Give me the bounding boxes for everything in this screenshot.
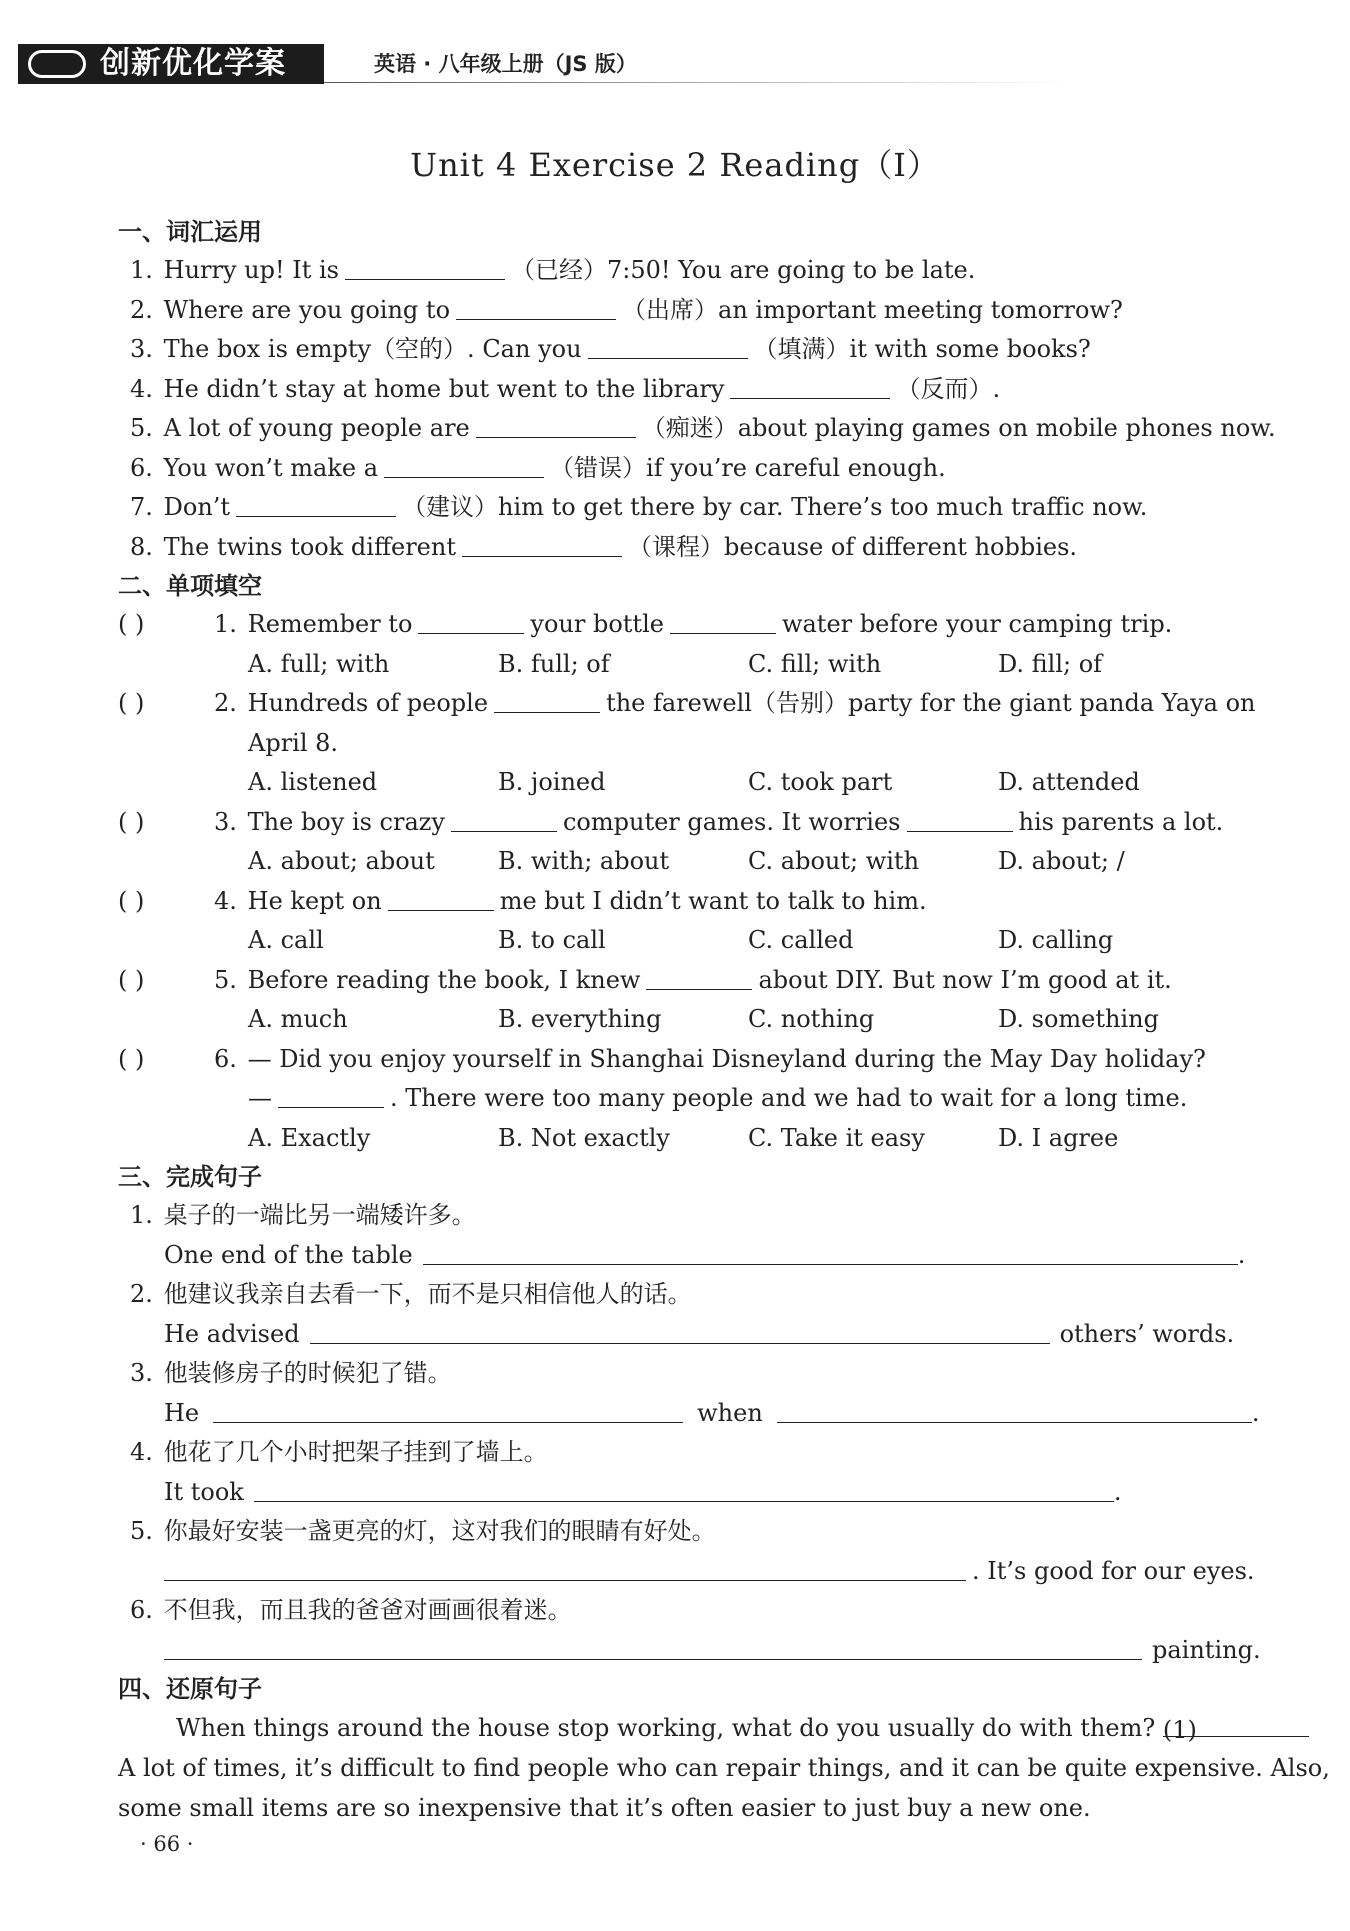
vocab-item: 8. The twins took different （课程）because of different hobbies. (118, 528, 1258, 568)
answer-blank[interactable] (494, 686, 600, 713)
answer-blank[interactable] (476, 411, 636, 438)
option-b[interactable]: B. full; of (498, 649, 610, 678)
mc-options (118, 763, 1258, 803)
answer-parentheses[interactable]: ( ) (118, 807, 145, 836)
option-b[interactable]: B. joined (498, 768, 606, 796)
mc-question: ( ) 4. He kept on me but I didn’t want to talk to him. (118, 882, 1258, 922)
sentence-prompt: 1. 桌子的一端比另一端矮许多。 (130, 1201, 476, 1229)
answer-blank[interactable] (236, 490, 396, 517)
section-heading: 一、词汇运用 (118, 218, 262, 246)
answer-parentheses[interactable]: ( ) (118, 689, 145, 717)
vocab-item: 3. The box is empty（空的）. Can you （填满）it with some books? (118, 330, 1258, 370)
vocab-item: 1. Hurry up! It is （已经）7:50! You are going to be late. (118, 251, 1258, 291)
option-d[interactable]: D. about; / (998, 847, 1125, 875)
page-title: Unit 4 Exercise 2 Reading（Ⅰ） (410, 146, 940, 184)
sentence-answer: It took . (118, 1473, 1258, 1513)
mc-question: ( ) 2. Hundreds of people the farewell（告别）party for the giant panda Yaya on (118, 684, 1258, 724)
answer-blank[interactable] (418, 607, 524, 634)
option-c[interactable]: C. Take it easy (748, 1123, 925, 1152)
answer-parentheses[interactable]: ( ) (118, 886, 145, 915)
sentence-prompt: 5. 你最好安装一盏更亮的灯，这对我们的眼睛有好处。 (130, 1517, 716, 1545)
option-c[interactable]: C. fill; with (748, 649, 882, 678)
vocab-item: 5. A lot of young people are （痴迷）about playing games on mobile phones now. (118, 409, 1258, 449)
option-a[interactable]: A. Exactly (248, 1123, 371, 1152)
brand-text: 创新优化学案 (100, 46, 286, 81)
option-c[interactable]: C. about; with (748, 847, 920, 875)
mc-question: ( ) 6. — Did you enjoy yourself in Shanghai Disneyland during the May Day holiday? (118, 1040, 1258, 1080)
answer-parentheses[interactable]: ( ) (118, 1044, 145, 1073)
section-heading: 三、完成句子 (118, 1163, 262, 1191)
option-a[interactable]: A. much (248, 1005, 348, 1033)
mc-options (118, 645, 1258, 685)
option-d[interactable]: D. calling (998, 926, 1114, 954)
option-a[interactable]: A. call (248, 926, 324, 954)
answer-blank[interactable] (907, 805, 1013, 832)
answer-line[interactable] (213, 1396, 683, 1423)
sentence-prompt: 4. 他花了几个小时把架子挂到了墙上。 (130, 1438, 548, 1466)
sentence-answer: painting. (118, 1631, 1258, 1671)
sentence-prompt: 6. 不但我，而且我的爸爸对画画很着迷。 (130, 1596, 572, 1624)
sentence-answer: . It’s good for our eyes. (118, 1552, 1258, 1592)
option-d[interactable]: D. fill; of (998, 649, 1103, 678)
option-c[interactable]: C. took part (748, 768, 893, 796)
answer-parentheses[interactable]: ( ) (118, 965, 145, 994)
option-b[interactable]: B. to call (498, 926, 606, 954)
passage-line: A lot of times, it’s difficult to find people who can repair things, and it can be quite expensive. Also, (118, 1754, 1330, 1782)
page-header (18, 44, 1308, 84)
section-heading: 二、单项填空 (118, 572, 262, 600)
option-b[interactable]: B. with; about (498, 847, 670, 875)
option-a[interactable]: A. listened (248, 768, 378, 796)
vocab-item: 7. Don’t （建议）him to get there by car. There’s too much traffic now. (118, 488, 1258, 528)
passage-line: some small items are so inexpensive that it’s often easier to just buy a new one. (118, 1794, 1091, 1822)
answer-parentheses[interactable]: ( ) (118, 610, 145, 638)
page-number: · 66 · (140, 1832, 194, 1856)
mc-question-continued: — . There were too many people and we had to wait for a long time. (118, 1079, 1258, 1119)
answer-blank[interactable] (456, 293, 616, 320)
mc-options (118, 921, 1258, 961)
answer-line[interactable] (423, 1238, 1238, 1265)
mc-question: ( ) 3. The boy is crazy computer games. It worries his parents a lot. (118, 803, 1258, 843)
option-d[interactable]: D. attended (998, 768, 1140, 796)
brand-logo (18, 44, 324, 84)
mc-question: ( ) 5. Before reading the book, I knew about DIY. But now I’m good at it. (118, 961, 1258, 1001)
mc-question: ( ) 1. Remember to your bottle water before your camping trip. (118, 605, 1258, 645)
option-c[interactable]: C. nothing (748, 1005, 875, 1033)
option-c[interactable]: C. called (748, 926, 854, 954)
worksheet-body (118, 213, 1330, 1828)
sentence-answer: He when . (118, 1394, 1258, 1434)
answer-blank[interactable] (670, 607, 776, 634)
option-d[interactable]: D. something (998, 1005, 1159, 1033)
answer-blank[interactable] (646, 963, 752, 990)
answer-blank-1[interactable]: (1) (1163, 1710, 1309, 1737)
mc-question-continued: April 8. (248, 728, 339, 757)
book-title: 英语 · 八年级上册（JS 版） (374, 52, 637, 76)
answer-blank[interactable] (451, 805, 557, 832)
option-b[interactable]: B. everything (498, 1005, 662, 1033)
sentence-answer: He advised others’ words. (118, 1315, 1258, 1355)
option-a[interactable]: A. full; with (248, 649, 390, 678)
vocab-list (118, 251, 1276, 567)
answer-line[interactable] (254, 1475, 1114, 1502)
answer-blank[interactable] (278, 1081, 384, 1108)
answer-line[interactable] (164, 1633, 1142, 1660)
answer-blank[interactable] (730, 372, 890, 399)
option-a[interactable]: A. about; about (248, 847, 435, 875)
brand-mark-icon (28, 50, 86, 78)
answer-blank[interactable] (462, 530, 622, 557)
sentence-prompt: 3. 他装修房子的时候犯了错。 (130, 1359, 452, 1387)
mc-options (118, 1000, 1258, 1040)
sentence-answer: One end of the table . (118, 1236, 1258, 1276)
answer-line[interactable] (777, 1396, 1252, 1423)
vocab-item: 6. You won’t make a （错误）if you’re careful enough. (118, 449, 1258, 489)
sentence-prompt: 2. 他建议我亲自去看一下，而不是只相信他人的话。 (130, 1280, 692, 1308)
vocab-item: 4. He didn’t stay at home but went to the library （反而）. (118, 370, 1258, 410)
answer-blank[interactable] (588, 332, 748, 359)
mc-options (118, 1119, 1258, 1159)
header-divider (324, 82, 1074, 83)
option-d[interactable]: D. I agree (998, 1123, 1119, 1152)
answer-line[interactable] (310, 1317, 1050, 1344)
mc-options (118, 842, 1258, 882)
answer-blank[interactable] (388, 884, 494, 911)
option-b[interactable]: B. Not exactly (498, 1123, 670, 1152)
vocab-item: 2. Where are you going to （出席）an important meeting tomorrow? (118, 291, 1258, 331)
answer-blank[interactable] (345, 253, 505, 280)
answer-blank[interactable] (384, 451, 544, 478)
answer-line[interactable] (164, 1554, 966, 1581)
section-heading: 四、还原句子 (118, 1675, 262, 1703)
passage-line: When things around the house stop working, what do you usually do with them? (1) (118, 1708, 1258, 1748)
